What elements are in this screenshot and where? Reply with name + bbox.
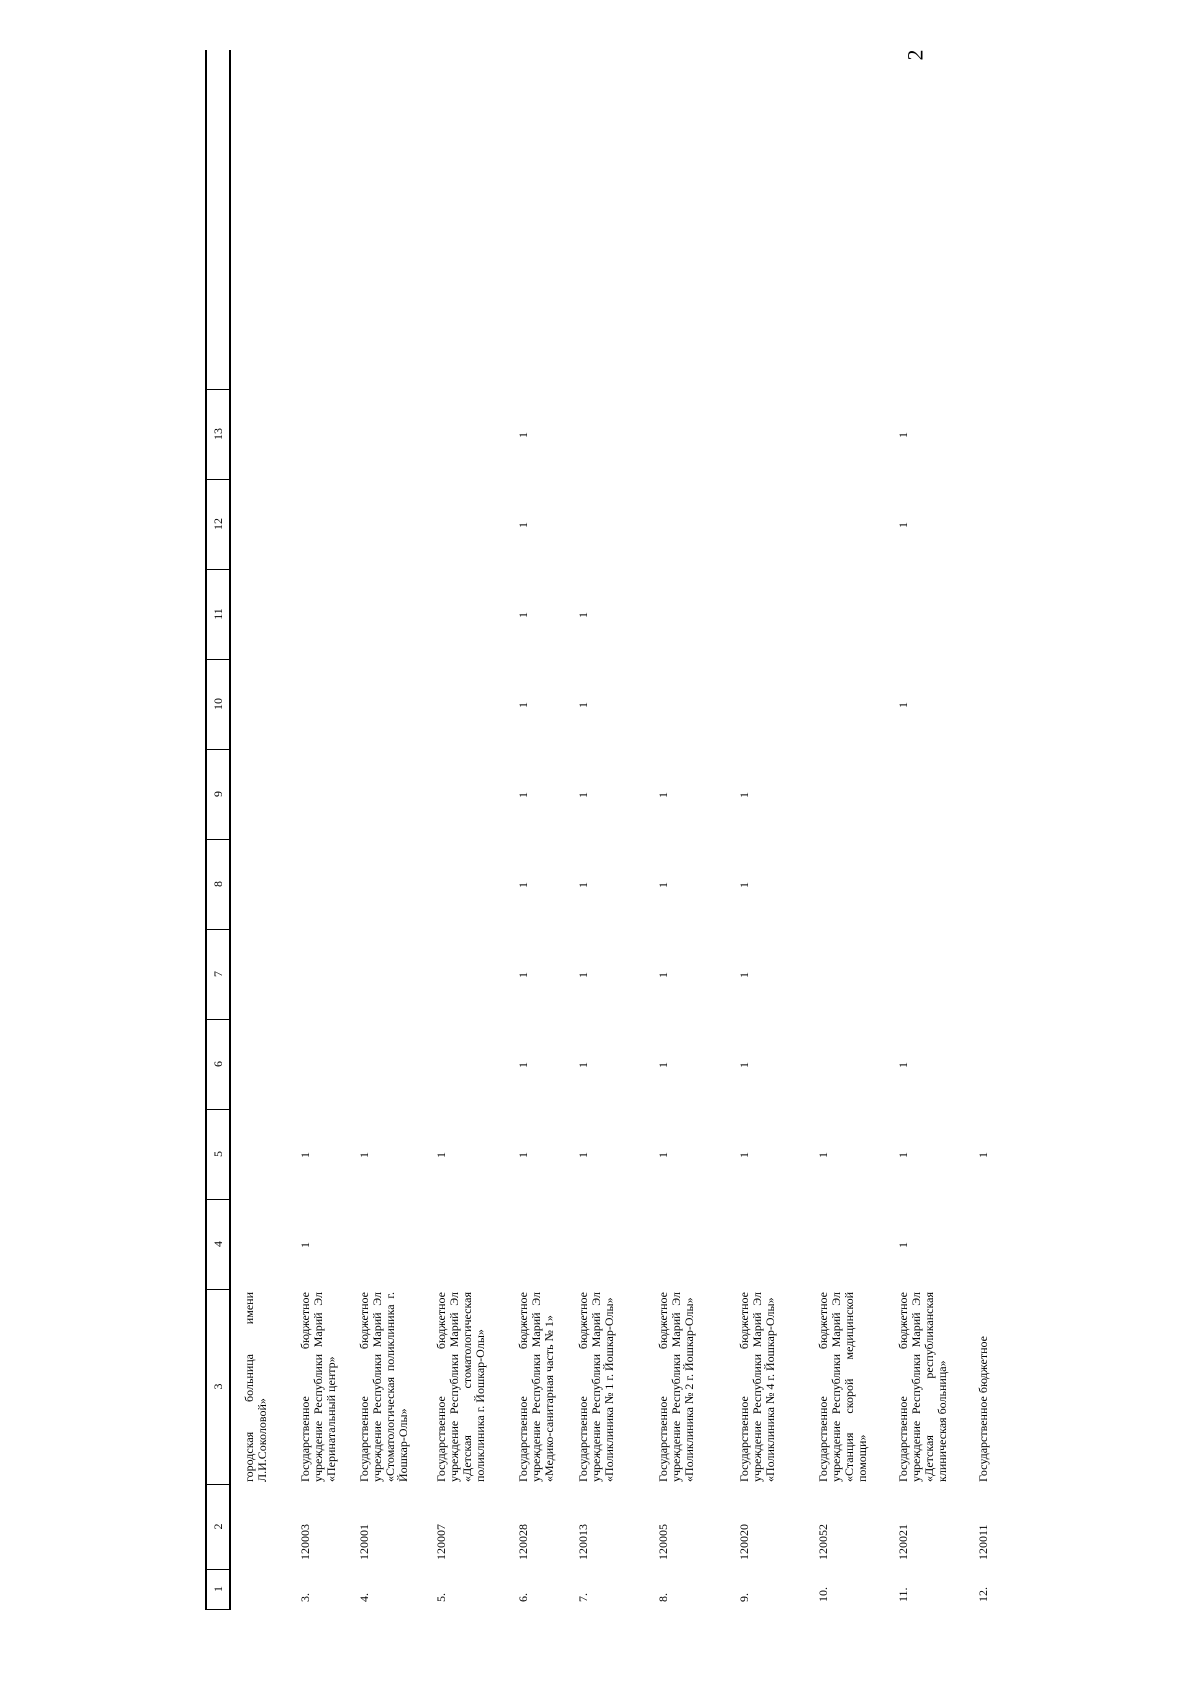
row-mark-col-13: 1 (896, 432, 910, 438)
header-col-8: 8 (207, 839, 229, 930)
row-mark-col-5: 1 (737, 1152, 751, 1158)
row-organization-name: Государственное бюджетное учреждение Республики Марий Эл «Поликлиника № 2 г. Йошкар-Олы» (656, 1292, 696, 1482)
row-mark-col-6: 1 (576, 1062, 590, 1068)
row-mark-col-5: 1 (516, 1152, 530, 1158)
row-organization-name: Государственное бюджетное учреждение Республики Марий Эл «Станция скорой медицинской помощи» (816, 1292, 869, 1482)
header-col-10: 10 (207, 659, 229, 750)
row-organization-name: городская больница имени Л.И.Соколовой» (242, 1292, 269, 1482)
row-mark-col-7: 1 (576, 972, 590, 978)
row-number: 11. (896, 1587, 910, 1602)
row-mark-col-9: 1 (576, 792, 590, 798)
row-organization-name: Государственное бюджетное учреждение Республики Марий Эл «Стоматологическая поликлиника г. Йошкар-Олы» (357, 1292, 410, 1482)
row-organization-name: Государственное бюджетное (976, 1336, 990, 1482)
table-header (205, 50, 231, 1610)
row-number: 12. (976, 1587, 990, 1602)
row-code: 120052 (816, 1524, 830, 1560)
row-mark-col-10: 1 (896, 702, 910, 708)
row-code: 120003 (298, 1524, 312, 1560)
header-end-line (207, 388, 229, 390)
row-mark-col-10: 1 (576, 702, 590, 708)
row-mark-col-6: 1 (896, 1062, 910, 1068)
row-number: 5. (434, 1593, 448, 1602)
row-number: 6. (516, 1593, 530, 1602)
row-organization-name: Государственное бюджетное учреждение Республики Марий Эл «Поликлиника № 4 г. Йошкар-Олы» (737, 1292, 777, 1482)
rotated-table (205, 50, 990, 1610)
row-organization-name: Государственное бюджетное учреждение Республики Марий Эл «Медико-санитарная часть № 1» (516, 1292, 556, 1482)
row-mark-col-7: 1 (656, 972, 670, 978)
row-mark-col-5: 1 (656, 1152, 670, 1158)
header-col-9: 9 (207, 749, 229, 840)
header-col-6: 6 (207, 1019, 229, 1110)
header-col-4: 4 (207, 1199, 229, 1290)
row-mark-col-4: 1 (896, 1242, 910, 1248)
row-mark-col-10: 1 (516, 702, 530, 708)
row-mark-col-9: 1 (516, 792, 530, 798)
header-col-7: 7 (207, 929, 229, 1020)
row-number: 7. (576, 1593, 590, 1602)
row-mark-col-11: 1 (576, 612, 590, 618)
row-mark-col-8: 1 (516, 882, 530, 888)
row-number: 4. (357, 1593, 371, 1602)
header-col-3: 3 (207, 1289, 229, 1485)
row-mark-col-6: 1 (737, 1062, 751, 1068)
row-mark-col-5: 1 (576, 1152, 590, 1158)
row-code: 120005 (656, 1524, 670, 1560)
row-mark-col-5: 1 (434, 1152, 448, 1158)
row-mark-col-8: 1 (656, 882, 670, 888)
row-mark-col-8: 1 (737, 882, 751, 888)
row-mark-col-9: 1 (656, 792, 670, 798)
row-code: 120011 (976, 1524, 990, 1560)
row-mark-col-6: 1 (656, 1062, 670, 1068)
row-number: 9. (737, 1593, 751, 1602)
row-number: 8. (656, 1593, 670, 1602)
row-mark-col-6: 1 (516, 1062, 530, 1068)
row-mark-col-12: 1 (516, 522, 530, 528)
row-mark-col-11: 1 (516, 612, 530, 618)
row-organization-name: Государственное бюджетное учреждение Республики Марий Эл «Перинатальный центр» (298, 1292, 338, 1482)
row-organization-name: Государственное бюджетное учреждение Республики Марий Эл «Поликлиника № 1 г. Йошкар-Олы» (576, 1292, 616, 1482)
header-col-5: 5 (207, 1109, 229, 1200)
row-mark-col-5: 1 (816, 1152, 830, 1158)
row-code: 120001 (357, 1524, 371, 1560)
row-mark-col-12: 1 (896, 522, 910, 528)
row-code: 120028 (516, 1524, 530, 1560)
row-mark-col-13: 1 (516, 432, 530, 438)
page-number: 2 (902, 49, 928, 61)
row-code: 120007 (434, 1524, 448, 1560)
row-mark-col-7: 1 (737, 972, 751, 978)
row-code: 120020 (737, 1524, 751, 1560)
row-mark-col-9: 1 (737, 792, 751, 798)
header-col-11: 11 (207, 569, 229, 660)
header-col-1: 1 (207, 1569, 229, 1610)
row-mark-col-5: 1 (896, 1152, 910, 1158)
header-col-2: 2 (207, 1484, 229, 1570)
row-mark-col-5: 1 (357, 1152, 371, 1158)
row-number: 10. (816, 1587, 830, 1602)
header-col-13: 13 (207, 389, 229, 480)
row-mark-col-5: 1 (976, 1152, 990, 1158)
row-organization-name: Государственное бюджетное учреждение Республики Марий Эл «Детская республиканская клиническая больница» (896, 1292, 949, 1482)
row-mark-col-8: 1 (576, 882, 590, 888)
row-code: 120021 (896, 1524, 910, 1560)
header-col-12: 12 (207, 479, 229, 570)
row-code: 120013 (576, 1524, 590, 1560)
row-organization-name: Государственное бюджетное учреждение Республики Марий Эл «Детская стоматологическая поликлиника г. Йошкар-Олы» (434, 1292, 487, 1482)
row-mark-col-7: 1 (516, 972, 530, 978)
row-number: 3. (298, 1593, 312, 1602)
row-mark-col-5: 1 (298, 1152, 312, 1158)
row-mark-col-4: 1 (298, 1242, 312, 1248)
